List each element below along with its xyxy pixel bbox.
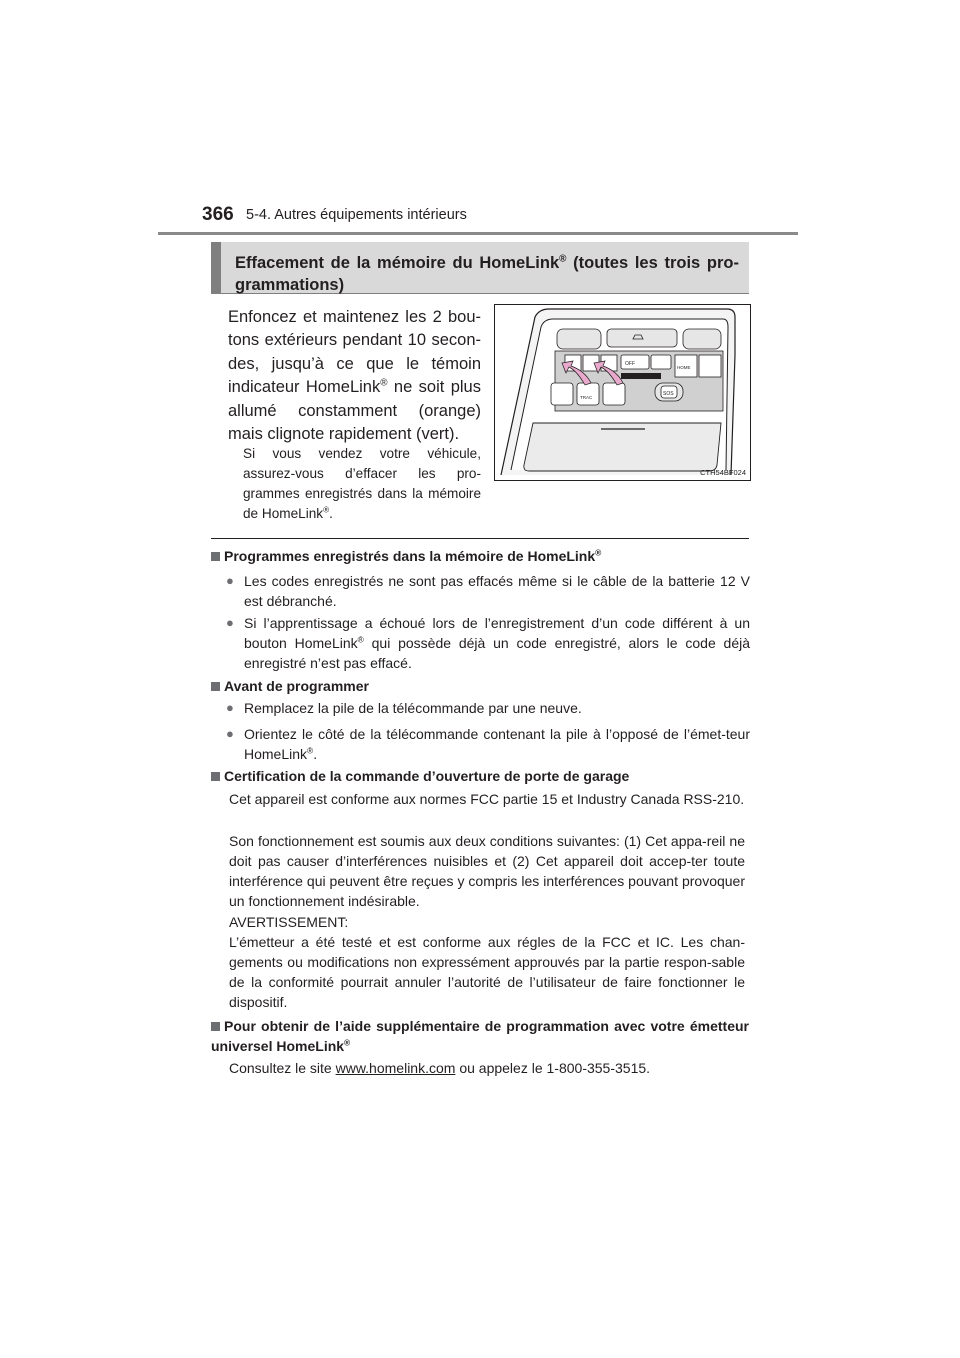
trac-label: TRAC xyxy=(580,395,593,400)
chapter-title: 5-4. Autres équipements intérieurs xyxy=(246,207,467,223)
note-bullet: ● Les codes enregistrés ne sont pas effacés même si le câble de la batterie 12 V est débranché. xyxy=(226,573,750,609)
certification-paragraph-2: Son fonctionnement est soumis aux deux conditions suivantes: (1) Cet appa-reil ne doit pas causer d’interférences nuisibles et (2) Cet appareil doit accep-ter toute interférence qui peuvent être reçues y compris les interférences pouvant provoquer un fonctionnement indésirable. xyxy=(229,833,745,909)
header-rule xyxy=(158,232,798,235)
note-heading-help: Pour obtenir de l’aide supplémentaire de programmation avec votre émetteur universel HomeLink® xyxy=(211,1018,749,1054)
instruction-note: Si vous vendez votre véhicule, assurez-vous d’effacer les pro-grammes enregistrés dans la mémoire de HomeLink®. xyxy=(243,446,481,521)
certification-warning: AVERTISSEMENT: L’émetteur a été testé et est conforme aux régles de la FCC et IC. Les chan-gements ou modifications non expressément approuvés par la partie respon-sable de la conformité pourrait annuler l’autorité de l’utilisateur de faire fonctionner le dispositif. xyxy=(229,914,745,1010)
note-heading-programs: Programmes enregistrés dans la mémoire de HomeLink® xyxy=(211,546,601,566)
square-bullet-icon xyxy=(211,552,220,561)
note-heading-certification: Certification de la commande d’ouverture de porte de garage xyxy=(211,766,629,786)
note-bullet: ● Remplacez la pile de la télécommande par une neuve. xyxy=(226,700,582,716)
circle-bullet-icon: ● xyxy=(226,615,234,630)
off-label: OFF xyxy=(625,361,635,367)
overhead-console-illustration xyxy=(495,305,750,480)
section-title: Effacement de la mémoire du HomeLink® (toutes les trois pro-grammations) xyxy=(235,253,739,294)
square-bullet-icon xyxy=(211,1022,220,1031)
circle-bullet-icon: ● xyxy=(226,573,234,588)
certification-paragraph-1: Cet appareil est conforme aux normes FCC partie 15 et Industry Canada RSS-210. xyxy=(229,791,745,807)
note-bullet: ● Orientez le côté de la télécommande contenant la pile à l’opposé de l’émet-teur HomeLink®. xyxy=(226,726,750,762)
overhead-console-figure xyxy=(494,304,751,481)
circle-bullet-icon: ● xyxy=(226,700,234,715)
figure-code: CTH54BF024 xyxy=(700,468,746,477)
home-label: HOME xyxy=(677,365,691,370)
note-heading-before: Avant de programmer xyxy=(211,676,369,696)
note-bullet: ● Si l’apprentissage a échoué lors de l’enregistrement d’un code différent à un bouton HomeLink® qui possède déjà un code enregistré, alors le code déjà enregistré n’est pas effacé. xyxy=(226,615,750,671)
section-title-bar xyxy=(211,242,749,294)
instruction-text: Enfoncez et maintenez les 2 bou-tons extérieurs pendant 10 secon-des, jusqu’à ce que le témoin indicateur HomeLink® ne soit plus allumé constamment (orange) mais clignote rapidement (vert). xyxy=(228,308,481,444)
page-number: 366 xyxy=(202,204,234,225)
help-contact: Consultez le site www.homelink.com ou appelez le 1-800-355-3515. xyxy=(229,1060,651,1076)
square-bullet-icon xyxy=(211,772,220,781)
homelink-website-link[interactable]: www.homelink.com xyxy=(335,1060,456,1076)
circle-bullet-icon: ● xyxy=(226,726,234,741)
sos-label: SOS xyxy=(663,391,674,397)
section-divider xyxy=(211,538,749,539)
square-bullet-icon xyxy=(211,682,220,691)
